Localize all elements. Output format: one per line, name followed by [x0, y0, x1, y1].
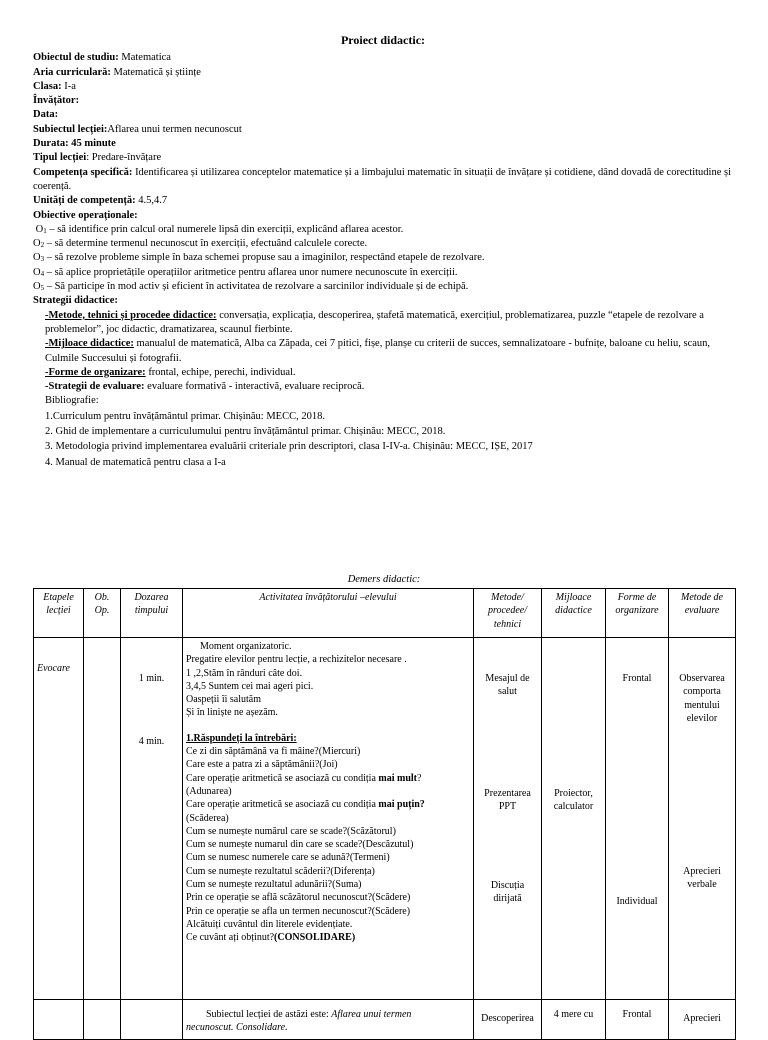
- table-row: [34, 638, 736, 1000]
- objective-5: $O_5$ – Să participe în mod activ și eficient în activitatea de rezolvare a sarcinilor individuale și de echipă.: [33, 281, 469, 293]
- activitate-cell: Moment organizatoric. Pregatire elevilor pentru lecție, a rechizitelor necesare . 1 ,2,Stăm în rânduri câte doi. 3,4,5 Suntem cei mai ageri pici. Oaspeții îi salutăm Și în liniște ne așezăm. 1.Răspundeți la întrebări: Ce zi din săptămână va fi mâine?(Miercuri) Care este a patra zi a săptămânii?(Joi) Care operație aritmetică se asociază cu condiția mai mult? (Adunarea) Care operație aritmetică se asociază cu condiția mai puțin? (Scăderea) Cum se numește numărul care se scade?(Scăzătorul) Cum se numește numarul din care se scade?(Descăzutul) Cum se numesc numerele care se adună?(Termeni) Cum se numește rezultatul scăderii?(Diferența) Cum se numește rezultatul adunării?(Suma) Prin ce operație se află scăzătorul necunoscut?(Scădere) Prin ce operație se afla un termen necunoscut?(Scădere) Alcătuiți cuvântul din literele evidențiate. Ce cuvânt ați obținut?(CONSOLIDARE): [183, 638, 474, 1000]
- invatator-line: Învățător:: [33, 95, 80, 107]
- bibliografie-heading: Bibliografie:: [45, 395, 99, 407]
- competenta-line: Competența specifică: Identificarea și utilizarea conceptelor matematice și a limbajului matematic în situații de învățare și cotidiene, dând dovadă de corectitudine și coerență.: [33, 166, 731, 192]
- bib-item-1: 1.Curriculum pentru învățământul primar. Chișinău: MECC, 2018.: [45, 410, 325, 422]
- objective-1: $O_1$ – să identifice prin calcul oral numerele lipsă din exerciții, explicând aflarea acestor.: [33, 223, 404, 235]
- forme-line: -Forme de organizare: frontal, echipe, perechi, individual.: [45, 366, 296, 378]
- header-dozarea: Dozarea timpului: [121, 589, 183, 638]
- header-mijloace: Mijloace didactice: [542, 589, 606, 638]
- unitati-line: Unități de competență: 4.5,4.7: [33, 195, 168, 207]
- objective-3: $O_3$ – să rezolve probleme simple în baza schemei propuse sau a imaginilor, respectând etapele de rezolvare.: [33, 252, 485, 264]
- table-row: [34, 1000, 736, 1040]
- evaluare-cell: Observarea comporta mentului elevilor Aprecieri verbale: [669, 638, 736, 1000]
- ob-cell: [84, 638, 121, 1000]
- arie-line: Aria curriculară: Matematică și științe: [33, 66, 201, 78]
- mijloace-line: -Mijloace didactice: manualul de matematică, Alba ca Zăpada, cei 7 pitici, fișe, planșe cu criterii de succes, semnalizatoare - bufnițe, baloane cu heliu, scaun, Culmile Succesului și fotografii.: [45, 338, 711, 364]
- objective-2: $O_2$ – să determine termenul necunoscut în exerciții, efectuând calculele corecte.: [33, 238, 368, 250]
- header-metode: Metode/ procedee/ tehnici: [474, 589, 542, 638]
- demers-title: Demers didactic:: [347, 574, 421, 585]
- durata-line: Durata: 45 minute: [33, 138, 116, 150]
- header-forme: Forme de organizare: [606, 589, 669, 638]
- clasa-line: Clasa: I-a: [33, 80, 76, 92]
- bib-item-3: 3. Metodologia privind implementarea evaluării criteriale prin descriptori, clasa I-IV-a. Chișinău: MECC, IȘE, 2017: [45, 441, 533, 453]
- header-etapele: Etapele lecției: [34, 589, 84, 638]
- mijloace-cell-2: 4 mere cu: [542, 1000, 606, 1040]
- metode-line: -Metode, tehnici și procedee didactice: conversația, explicația, descoperirea, ștafetă matematică, exercițiul, problematizarea, puzzle “etapele de rezolvare a problemelor”, joc didactic, dramatizarea, scaunul fierbinte.: [45, 309, 704, 335]
- subiect-cell: Subiectul lecției de astăzi este: Aflarea unui termen necunoscut. Consolidare.: [183, 1000, 474, 1040]
- page-title: Proiect didactic:: [340, 33, 426, 47]
- bib-item-4: 4. Manual de matematică pentru clasa a I-a: [45, 456, 226, 468]
- obiective-heading: Obiective operaționale:: [33, 209, 138, 221]
- demers-table: [33, 588, 736, 1040]
- mijloace-cell: Proiector, calculator: [542, 638, 606, 1000]
- timp-cell: 1 min. 4 min.: [121, 638, 183, 1000]
- bib-item-2: 2. Ghid de implementare a curriculumului pentru învățământul primar. Chișinău: MECC, 2018.: [45, 426, 446, 438]
- evaluare-cell-2: Aprecieri: [669, 1000, 736, 1040]
- metode-cell: Mesajul de salut Prezentarea PPT Discuția dirijată: [474, 638, 542, 1000]
- forme-cell: Frontal Individual: [606, 638, 669, 1000]
- forme-cell-2: Frontal: [606, 1000, 669, 1040]
- strategii-evaluare-line: -Strategii de evaluare: evaluare formativă - interactivă, evaluare reciprocă.: [45, 381, 365, 393]
- header-evaluare: Metode de evaluare: [669, 589, 736, 638]
- obiect-line: Obiectul de studiu: Matematica: [33, 52, 171, 64]
- strategii-heading: Strategii didactice:: [33, 295, 118, 307]
- header-ob-op: Ob. Op.: [84, 589, 121, 638]
- etapa-cell: Evocare: [34, 638, 84, 1000]
- data-line: Data:: [33, 109, 59, 121]
- document-page: [33, 33, 733, 470]
- metode-cell-2: Descoperirea: [474, 1000, 542, 1040]
- table-header-row: [34, 589, 736, 638]
- subiect-line: Subiectul lecției:Aflarea unui termen necunoscut: [33, 123, 242, 135]
- header-activitatea: Activitatea învățătorului –elevului: [183, 589, 474, 638]
- tip-line: Tipul lecției: Predare-învățare: [33, 152, 162, 164]
- objective-4: $O_4$ – să aplice proprietățile operațiilor aritmetice pentru aflarea unor numere necunoscute în exerciții.: [33, 266, 458, 278]
